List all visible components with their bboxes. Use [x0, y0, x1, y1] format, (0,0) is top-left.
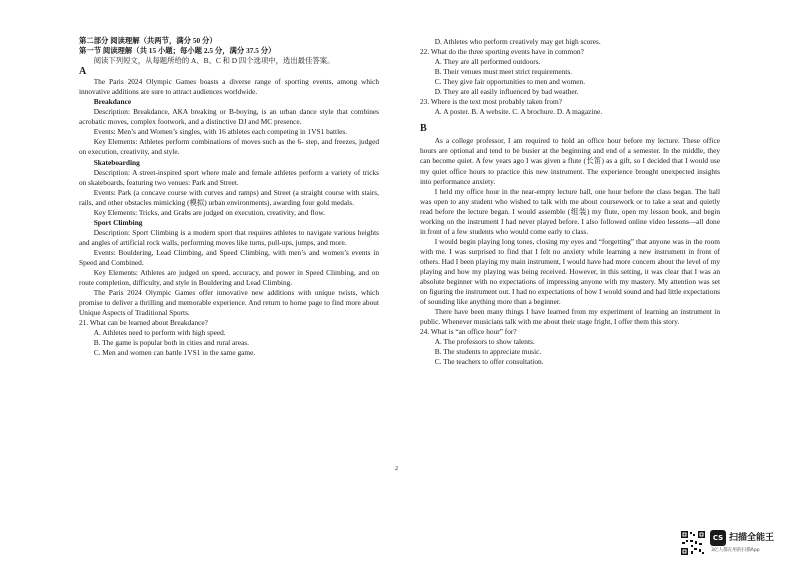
question-21-stem: 21. What can be learned about Breakdance?: [79, 318, 208, 328]
question-22-option-d: D. They are all easily influenced by bad weather.: [434, 87, 579, 97]
question-24-stem: 24. What is “an office hour” for?: [420, 327, 517, 337]
page-number: 2: [395, 466, 398, 472]
passage-b-paragraph-1: As a college professor, I am required to hold an office hour before my lecture. These office hours are optional and tend to be busier at the beginning and end of a semester. In the middle, they can become quiet. A few years ago I was given a flute (长笛) as a gift, so I decided that I would use my quiet office hours to practice this new instrument. The experience brought unexpected insights into performance anxiety.: [420, 136, 720, 186]
sport-climbing-key-elements: Key Elements: Athletes are judged on speed, accuracy, and power in Speed Climbing, and on route completion, difficulty, and style in Bouldering and Lead Climbing.: [79, 268, 379, 288]
sport-climbing-events: Events: Bouldering, Lead Climbing, and Speed Climbing, with men’s and women’s events in Speed and Combined.: [79, 247, 379, 267]
question-21-option-a: A. Athletes need to perform with high speed.: [93, 328, 226, 338]
passage-b-paragraph-3: I would begin playing long tones, closing my eyes and “forgetting” that anyone was in the room with me. I was surprised to find that I felt no anxiety while learning a new instrument in front of others. Had I been playing my main instrument, I would have had more concern about the level of my playing and how my playing was being received. However, in this setting, it was clear that I was an absolute beginner with no expectations of impressing anyone with my mastery. My attention was set on figuring the instrument out. I had no expectations of how I would sound and had little expectations of sounding like anything more than a beginner.: [420, 236, 720, 307]
question-22-option-c: C. They give fair opportunities to men and women.: [434, 77, 586, 87]
passage-b-label: B: [420, 123, 427, 135]
question-23-stem: 23. Where is the text most probably taken from?: [420, 97, 563, 107]
passage-a-intro: The Paris 2024 Olympic Games boasts a diverse range of sporting events, among which innovative additions are sure to attract audiences worldwide.: [79, 77, 379, 97]
sport-climbing-heading: Sport Climbing: [93, 217, 143, 227]
skateboarding-events: Events: Park (a concave course with curves and ramps) and Street (a straight course with stairs, rails, and other obstacles mimicking (模拟) urban environments), awarding four gold medals.: [79, 187, 379, 207]
skateboarding-heading: Skateboarding: [93, 157, 140, 167]
passage-b-paragraph-2: I held my office hour in the near-empty lecture hall, one hour before the class began. The hall was open to any student who wished to talk with me about coursework or to take a seat and quietly read before the lecture began. I would assemble (组装) my flute, open my lesson book, and begin working on the instrument I had never played before. I also followed online video lessons—all done in front of a few students who would come early to class.: [420, 186, 720, 236]
question-23-options: A. A poster. B. A website. C. A brochure. D. A magazine.: [434, 107, 603, 117]
right-column: [420, 37, 720, 367]
part-header: 第二部分 阅读理解（共两节，满分 50 分）: [79, 36, 217, 45]
breakdance-events: Events: Men’s and Women’s singles, with 16 athletes each competing in 1VS1 battles.: [93, 127, 348, 137]
passage-b-paragraph-4: There have been many things I have learned from my experiment of learning an instrument in public. Whenever musicians talk with me about their stage fright, I offer them this story.: [420, 307, 720, 327]
question-22-option-a: A. They are all performed outdoors.: [434, 57, 541, 67]
qr-code-icon: [680, 530, 706, 556]
sport-climbing-description: Description: Sport Climbing is a modern sport that requires athletes to navigate various heights and angles of artificial rock walls, performing moves like turns, pull-ups, jumps, and more.: [79, 227, 379, 247]
question-21-option-c: C. Men and women can battle 1VS1 in the same game.: [93, 348, 256, 358]
brand-name: 扫描全能王: [729, 533, 775, 543]
question-22-stem: 22. What do the three sporting events have in common?: [420, 47, 584, 57]
question-22-option-b: B. Their venues must meet strict requirements.: [434, 67, 573, 77]
question-24-option-b: B. The students to appreciate music.: [434, 347, 542, 357]
skateboarding-description: Description: A street-inspired sport where male and female athletes perform a variety of tricks on skateboards, featuring two venues: Park and Street.: [79, 167, 379, 187]
passage-a-closing: The Paris 2024 Olympic Games offer innovative new additions with unique twists, which promise to deliver a thrilling and memorable experience. And return to home page to find more about Unique Aspects of Traditional Sports.: [79, 288, 379, 318]
question-24-option-a: A. The professors to show talents.: [434, 337, 535, 347]
breakdance-heading: Breakdance: [93, 97, 132, 107]
brand-tagline: 3亿人都在用的扫描App: [711, 548, 760, 553]
instructions: 阅读下列短文，从每题所给的 A、B、C 和 D 四个选项中，选出最佳答案。: [93, 56, 335, 66]
breakdance-description: Description: Breakdance, AKA breaking or B-boying, is an urban dance style that combines acrobatic moves, complex footwork, and a distinctive DJ and MC presence.: [79, 107, 379, 127]
section-header: 第一节 阅读理解（共 15 小题；每小题 2.5 分，满分 37.5 分）: [79, 46, 276, 56]
breakdance-key-elements: Key Elements: Athletes perform combinations of moves such as the 6- step, and freezes, judged on execution, creativity, and style.: [79, 137, 379, 157]
passage-a-label: A: [79, 66, 87, 78]
question-24-option-c: C. The teachers to offer consultation.: [434, 357, 544, 367]
camscanner-logo-icon: CS: [710, 530, 726, 546]
question-21-option-d: D. Athletes who perform creatively may get high scores.: [434, 37, 601, 46]
skateboarding-key-elements: Key Elements: Tricks, and Grabs are judged on execution, creativity, and flow.: [93, 207, 326, 217]
question-21-option-b: B. The game is popular both in cities and rural areas.: [93, 338, 249, 348]
left-column: [79, 36, 379, 358]
